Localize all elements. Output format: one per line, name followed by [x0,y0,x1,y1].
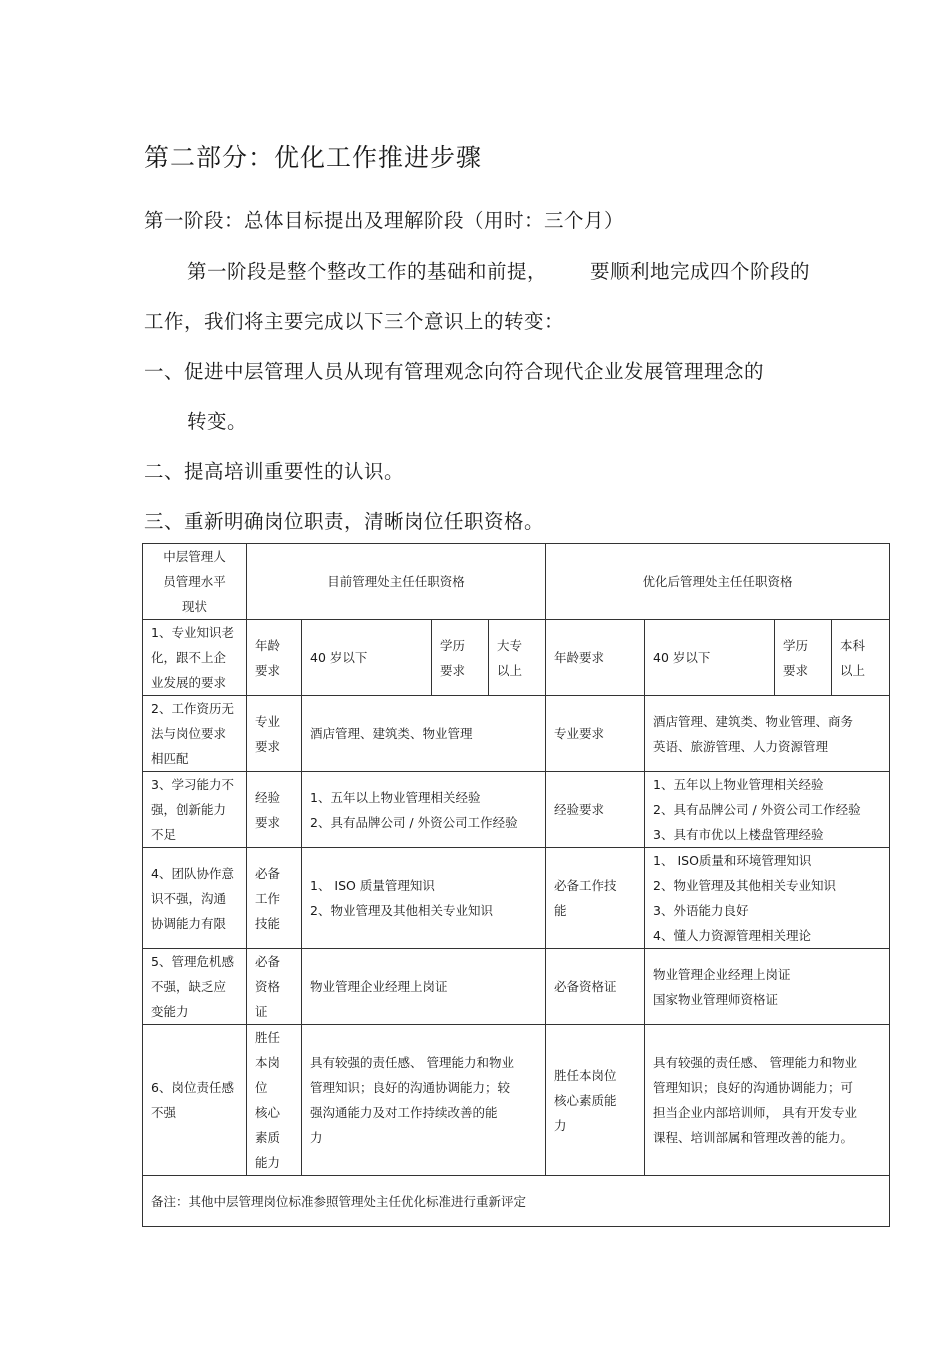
optimized-edu-label [775,620,832,696]
cell-line: 管理知识；良好的沟通协调能力；较 [310,1080,511,1095]
table-row [143,949,890,1025]
header-optimized: 优化后管理处主任任职资格 [546,544,890,620]
cell-line: 能力 [255,1155,281,1170]
stage-title: 第一阶段：总体目标提出及理解阶段（用时：三个月） [144,209,625,232]
issue-cell [143,696,247,772]
cell-line: 业发展的要求 [151,675,227,690]
cell-line: 大专 [497,637,523,653]
optimized-label [546,848,645,949]
cell-line: 英语、旅游管理、人力资源管理 [653,738,829,754]
current-value [302,848,546,949]
issue-cell [143,772,247,848]
cell-line: 必备工作技 [554,878,617,893]
current-edu-value [489,620,546,696]
optimized-label [546,696,645,772]
table-header-row [143,544,890,620]
optimized-age-value: 40 岁以下 [645,620,775,696]
cell-line: 经验 [255,789,281,805]
table-row [143,696,890,772]
cell-line: 素质 [255,1130,281,1145]
point-2: 二、提高培训重要性的认识。 [144,460,405,483]
cell-line: 变能力 [151,1004,189,1019]
cell-line: 胜任 [255,1030,281,1045]
cell-line: 工作 [255,890,281,906]
cell-line: 协调能力有限 [151,915,227,931]
cell-line: 国家物业管理师资格证 [653,991,779,1007]
cell-line: 5、管理危机感 [151,954,234,969]
cell-line: 化，跟不上企 [151,650,227,665]
cell-line: 相匹配 [151,751,189,766]
cell-line: 力 [310,1130,323,1145]
optimized-value [645,772,890,848]
cell-line: 强沟通能力及对工作持续改善的能 [310,1105,498,1120]
issue-cell [143,1025,247,1176]
header-current: 目前管理处主任任职资格 [247,544,546,620]
cell-line: 1、 ISO质量和环境管理知识 [653,853,812,868]
cell-line: 2、物业管理及其他相关专业知识 [653,878,836,893]
cell-line: 强，创新能力 [151,802,227,817]
header-status-cell [143,544,247,620]
issue-cell [143,949,247,1025]
cell-line: 必备资格证 [554,979,617,994]
current-label [247,772,302,848]
cell-line: 核心 [255,1105,281,1120]
current-age-label [247,620,302,696]
current-label [247,949,302,1025]
cell-line: 识不强，沟通 [151,890,227,906]
cell-line: 要求 [783,662,809,678]
cell-line: 经验要求 [554,802,605,817]
cell-line: 要求 [255,662,281,678]
cell-line: 能 [554,903,567,918]
cell-line: 本岗 [255,1055,281,1070]
table-row [143,1025,890,1176]
current-age-value: 40 岁以下 [302,620,432,696]
cell-line: 担当企业内部培训师， 具有开发专业 [653,1105,857,1120]
cell-line: 技能 [255,915,281,931]
table-row [143,772,890,848]
cell-line: 要求 [255,738,281,754]
optimized-edu-value [832,620,890,696]
cell-line: 本科 [840,637,866,653]
cell-line: 不强 [151,1105,177,1120]
optimized-value [645,848,890,949]
point-1-line1: 一、促进中层管理人员从现有管理观念向符合现代企业发展管理理念的 [144,360,765,383]
current-label [247,1025,302,1176]
cell-line: 以上 [497,662,523,678]
qualification-table [142,543,890,1227]
cell-line: 中层管理人 [163,549,226,564]
point-1-line2: 转变。 [187,410,248,433]
optimized-value [645,696,890,772]
cell-line: 位 [255,1080,268,1095]
cell-line: 具有较强的责任感、 管理能力和物业 [653,1055,857,1070]
cell-line: 学历 [783,637,809,653]
cell-line: 1、五年以上物业管理相关经验 [653,777,824,792]
current-value [302,1025,546,1176]
cell-line: 资格 [255,979,281,994]
cell-line: 3、外语能力良好 [653,903,749,918]
intro-part3: 工作，我们将主要完成以下三个意识上的转变： [144,310,565,333]
cell-line: 3、学习能力不 [151,777,234,792]
cell-line: 2、工作资历无 [151,701,234,716]
cell-line: 专业要求 [554,726,605,741]
cell-line: 管理知识；良好的沟通协调能力；可 [653,1080,854,1095]
cell-line: 2、具有品牌公司 / 外资公司工作经验 [653,802,861,817]
cell-line: 6、岗位责任感 [151,1080,234,1095]
cell-line: 不足 [151,827,177,842]
intro-part2: 要顺利地完成四个阶段的 [590,260,811,283]
optimized-label [546,1025,645,1176]
optimized-age-label: 年龄要求 [546,620,645,696]
cell-line: 学历 [440,637,466,653]
cell-line: 3、具有市优以上楼盘管理经验 [653,827,824,842]
issue-cell [143,848,247,949]
cell-line: 酒店管理、建筑类、物业管理 [310,726,473,741]
table-note: 备注：其他中层管理岗位标准参照管理处主任优化标准进行重新评定 [143,1176,890,1227]
cell-line: 以上 [840,662,866,678]
cell-line: 必备 [255,865,281,881]
cell-line: 1、 ISO 质量管理知识 [310,878,435,893]
cell-line: 证 [255,1004,268,1019]
optimized-label [546,949,645,1025]
cell-line: 胜任本岗位 [554,1067,617,1083]
section-heading: 第二部分：优化工作推进步骤 [144,143,483,172]
current-label [247,848,302,949]
table-row [143,620,890,696]
cell-line: 核心素质能 [554,1092,617,1108]
cell-line: 法与岗位要求 [151,726,227,741]
optimized-value [645,1025,890,1176]
cell-line: 课程、培训部属和管理改善的能力。 [653,1130,854,1145]
cell-line: 现状 [181,599,207,614]
current-value [302,949,546,1025]
cell-line: 要求 [440,662,466,678]
cell-line: 要求 [255,814,281,830]
cell-line: 4、团队协作意 [151,865,234,881]
cell-line: 物业管理企业经理上岗证 [653,966,791,982]
cell-line: 必备 [255,954,281,969]
current-edu-label [432,620,489,696]
point-3: 三、重新明确岗位职责，清晰岗位任职资格。 [144,510,545,533]
optimized-value [645,949,890,1025]
cell-line: 年龄 [255,637,281,653]
cell-line: 4、懂人力资源管理相关理论 [653,928,811,943]
table-row [143,848,890,949]
intro-part1: 第一阶段是整个整改工作的基础和前提， [187,260,548,283]
cell-line: 酒店管理、建筑类、物业管理、商务 [653,713,854,729]
optimized-label [546,772,645,848]
cell-line: 不强，缺乏应 [151,979,227,994]
current-value [302,696,546,772]
cell-line: 2、物业管理及其他相关专业知识 [310,903,493,918]
cell-line: 1、专业知识老 [151,625,234,640]
cell-line: 2、具有品牌公司 / 外资公司工作经验 [310,814,518,830]
cell-line: 1、五年以上物业管理相关经验 [310,789,481,805]
cell-line: 员管理水平 [163,574,226,589]
current-value [302,772,546,848]
current-label [247,696,302,772]
cell-line: 具有较强的责任感、 管理能力和物业 [310,1055,514,1070]
cell-line: 专业 [255,713,281,729]
issue-cell [143,620,247,696]
table-note-row [143,1176,890,1227]
cell-line: 物业管理企业经理上岗证 [310,979,448,994]
cell-line: 力 [554,1117,567,1133]
